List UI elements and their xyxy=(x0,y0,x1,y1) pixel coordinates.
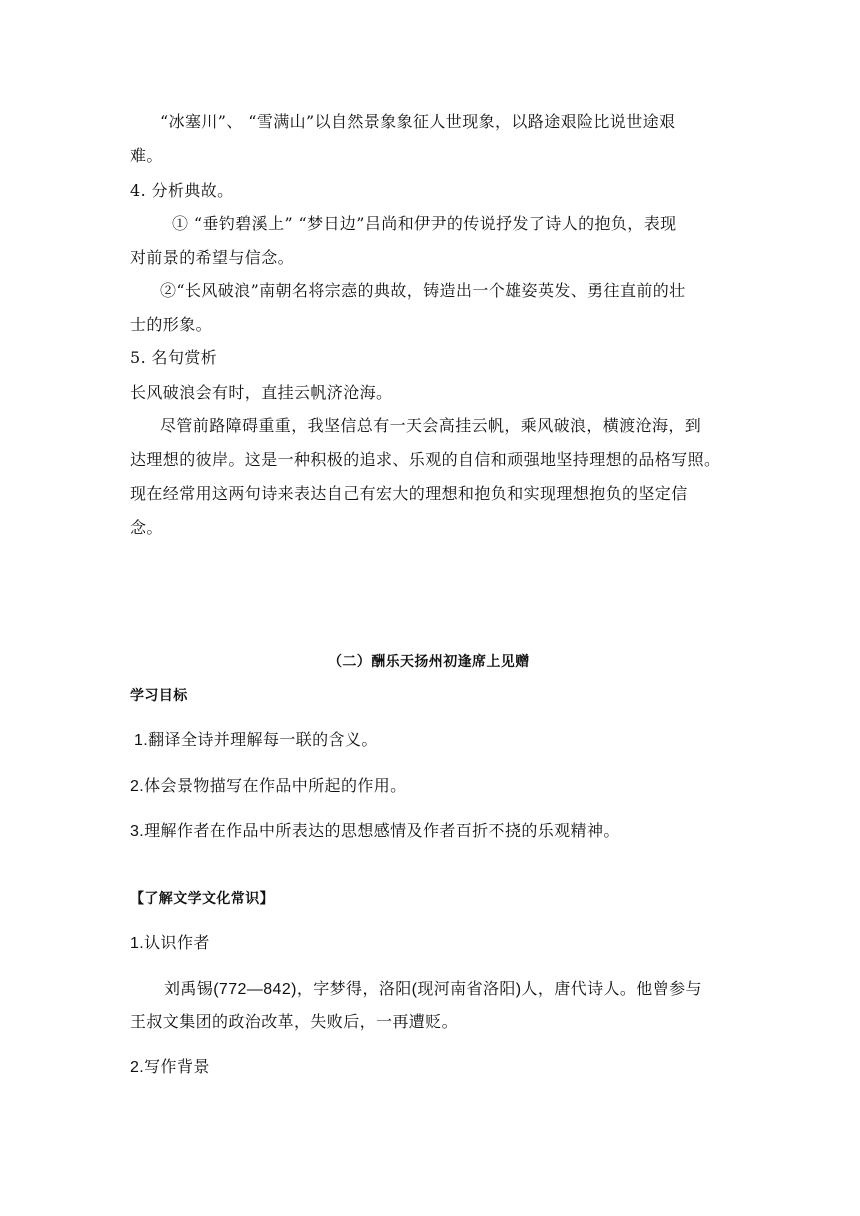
goal-item: 1.翻译全诗并理解每一联的含义。 xyxy=(134,732,378,749)
goal-item: 3.理解作者在作品中所表达的思想感情及作者百折不挠的乐观精神。 xyxy=(130,823,620,840)
section-title: （二）酬乐天扬州初逢席上见赠 xyxy=(328,654,530,670)
paragraph-line: 达理想的彼岸。这是一种积极的追求、乐观的自信和顽强地坚持理想的品格写照。 xyxy=(130,450,721,469)
section-heading-4: 4. 分析典故。 xyxy=(130,181,234,200)
culture-heading: 【了解文学文化常识】 xyxy=(130,891,274,907)
paragraph-line: 念。 xyxy=(130,518,163,537)
quote-line: 长风破浪会有时，直挂云帆济沧海。 xyxy=(130,383,393,402)
author-heading: 1.认识作者 xyxy=(130,935,210,952)
paragraph-line: 现在经常用这两句诗来表达自己有宏大的理想和抱负和实现理想抱负的坚定信 xyxy=(130,484,688,503)
paragraph-line: ① “垂钓碧溪上” “梦日边”吕尚和伊尹的传说抒发了诗人的抱负，表现 xyxy=(172,214,677,233)
paragraph-line: 刘禹锡(772—842)，字梦得，洛阳(现河南省洛阳)人，唐代诗人。他曾参与 xyxy=(164,981,702,998)
paragraph-line: “冰塞川”、 “雪满山”以自然景象象征人世现象，以路途艰险比说世途艰 xyxy=(160,112,676,131)
paragraph-line: ②“长风破浪”南朝名将宗悫的典故，铸造出一个雄姿英发、勇往直前的壮 xyxy=(160,281,686,300)
paragraph-line: 王叔文集团的政治改革，失败后，一再遭贬。 xyxy=(130,1014,459,1031)
paragraph-line: 对前景的希望与信念。 xyxy=(130,248,295,267)
paragraph-line: 难。 xyxy=(130,146,163,165)
goals-heading: 学习目标 xyxy=(130,688,188,704)
paragraph-line: 士的形象。 xyxy=(130,315,213,334)
paragraph-line: 尽管前路障碍重重，我坚信总有一天会高挂云帆，乘风破浪，横渡沧海，到 xyxy=(160,416,702,435)
goal-item: 2.体会景物描写在作品中所起的作用。 xyxy=(130,778,407,795)
background-heading: 2.写作背景 xyxy=(130,1059,210,1076)
section-heading-5: 5. 名句赏析 xyxy=(130,348,218,367)
